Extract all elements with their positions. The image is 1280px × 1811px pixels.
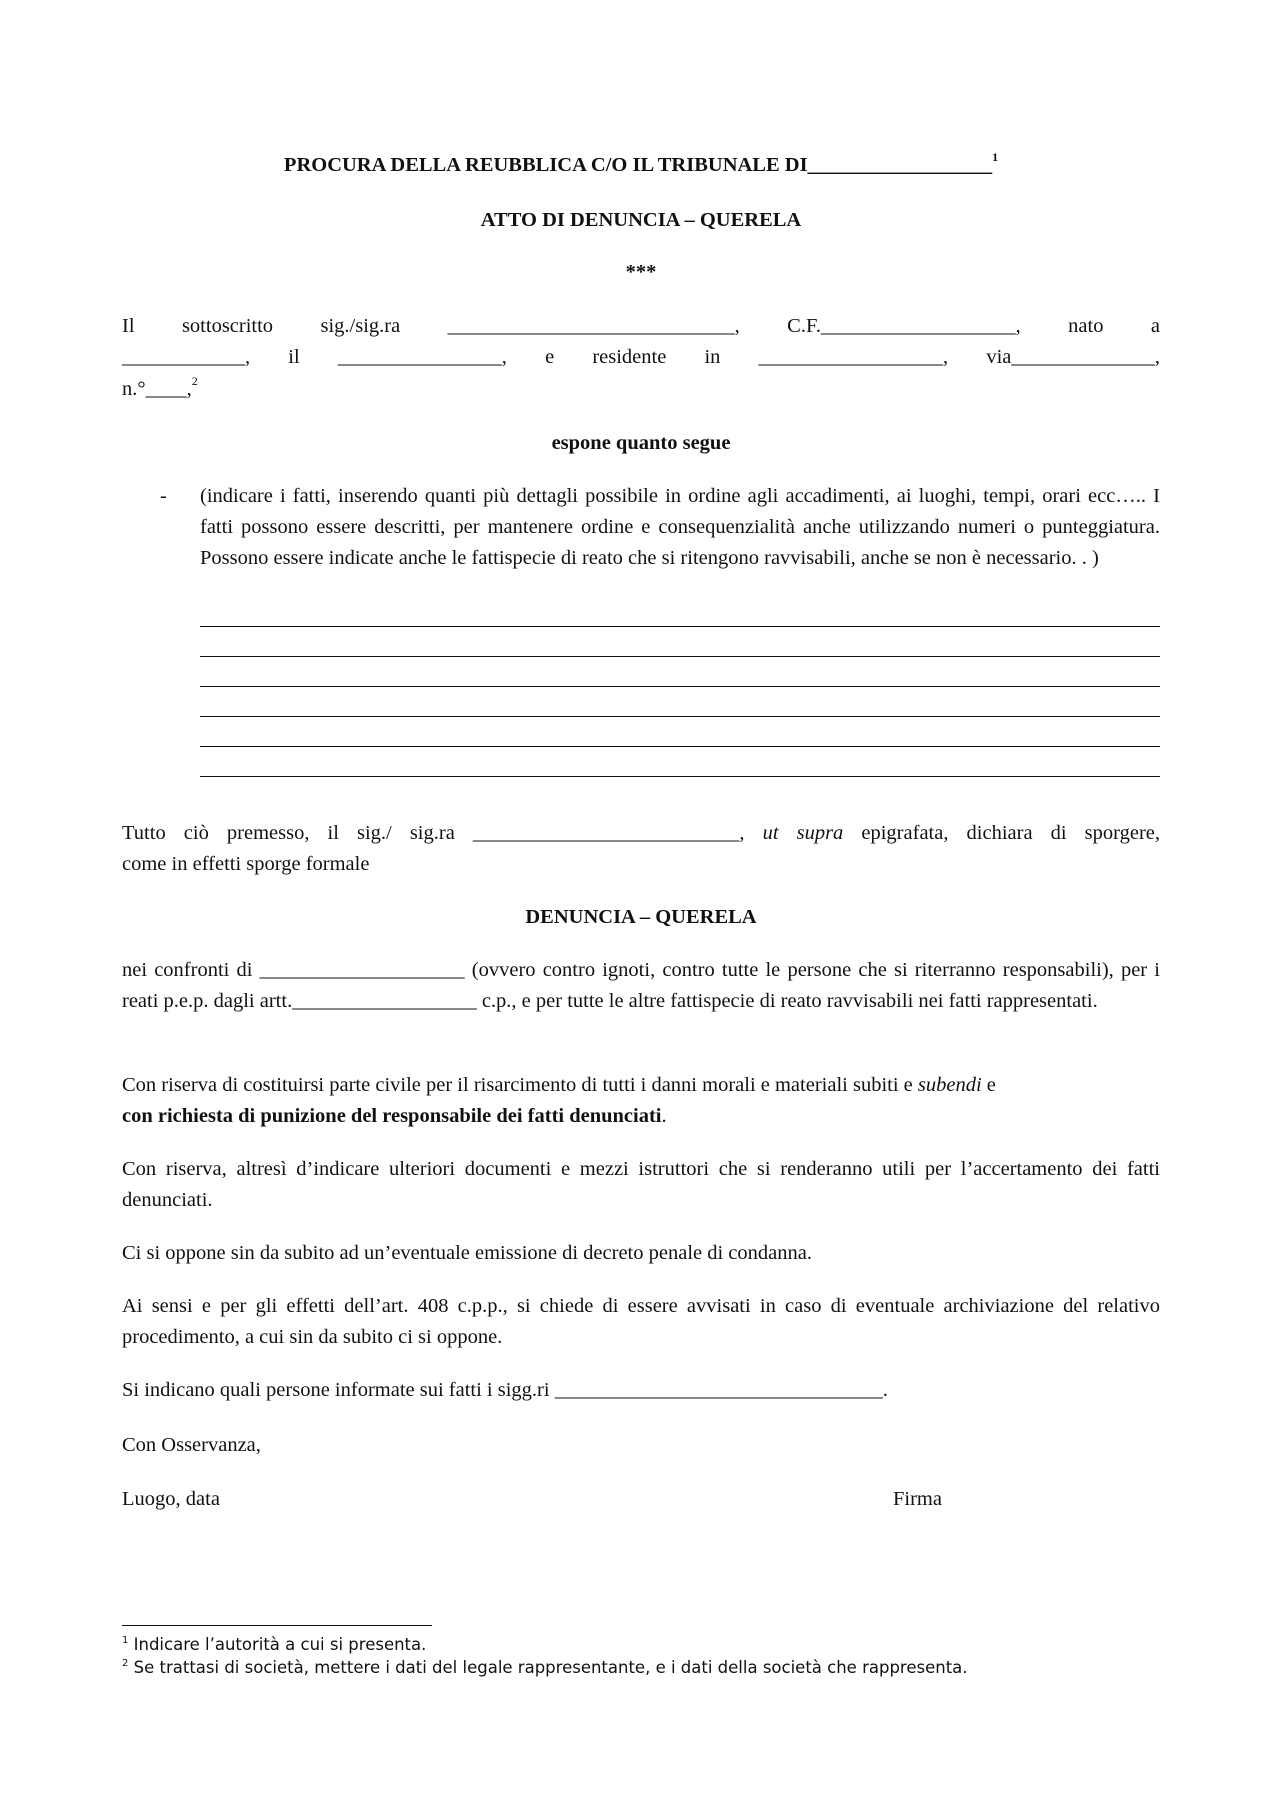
fill-line [200,657,1160,687]
header-title-text: PROCURA DELLA REUBBLICA C/O IL TRIBUNALE DI [283,154,808,176]
premise-line-1 [122,818,1160,849]
footnote-divider [122,1625,432,1626]
civil-reserve-conj: e [981,1074,996,1096]
civil-reserve-text: Con riserva di costituirsi parte civile per il risarcimento di tutti i danni morali e materiali subiti e [122,1074,918,1096]
footnote-1-number: 1 [122,1635,129,1646]
document-header-title [122,150,1160,181]
civil-reserve-italic: subendi [917,1074,982,1096]
facts-instructions [200,481,1160,574]
art408-paragraph: Ai sensi e per gli effetti dell’art. 408 c.p.p., si chiede di essere avvisati in caso di eventuale archiviazione del relativo procedimento, a cui sin da subito ci si oppone. [122,1295,1160,1348]
footnote-ref-2: 2 [191,374,198,388]
place-date-label: Luogo, data [122,1488,220,1510]
footnote-2-number: 2 [122,1658,129,1669]
identity-line-3-text: n.°____, [122,378,192,400]
witnesses-paragraph: Si indicano quali persone informate sui fatti i sigg.ri ________________________________. [122,1379,888,1401]
civil-reserve-paragraph [122,1070,1160,1132]
fill-line [200,687,1160,717]
premise-line-2: come in effetti sporge formale [122,853,370,875]
identity-line-2: ____________, il ________________, e residente in __________________, via______________, [122,346,1160,368]
against-paragraph: nei confronti di ____________________ (ovvero contro ignoti, contro tutte le persone che si riterranno responsabili), per i reati p.e.p. dagli artt.__________________ c.p., e per tutte le altre fattispecie di reato ravvisabili nei fatti rappresentati. [122,959,1160,1012]
document-subtitle: ATTO DI DENUNCIA – QUERELA [480,209,802,231]
separator-asterisks: *** [625,261,657,283]
premise-after: epigrafata, dichiara di sporgere, [843,822,1160,844]
footnote-2 [122,1657,968,1679]
signature-label: Firma [893,1488,942,1510]
punishment-request: con richiesta di punizione del responsabile dei fatti denunciati [122,1105,662,1127]
fill-line [200,597,1160,627]
footnote-ref-1: 1 [992,150,999,164]
premise-italic: ut supra [762,822,844,844]
identity-line-3 [122,374,1160,405]
fill-line [200,627,1160,657]
header-title-blank: __________________ [807,154,993,176]
fill-line [200,747,1160,777]
expose-heading: espone quanto segue [551,432,731,454]
footnote-2-text: Se trattasi di società, mettere i dati del legale rappresentante, e i dati della società che rappresenta. [133,1658,968,1677]
facts-instructions-text: (indicare i fatti, inserendo quanti più dettagli possibile in ordine agli accadimenti, ai luoghi, tempi, orari ecc….. I fatti possono essere descritti, per mantenere ordine e consequenzialità anche utilizzando numeri o punteggiatura. Possono essere indicate anche le fattispecie di reato che si ritengono ravvisabili, anche se non è necessario. . ) [200,485,1160,569]
civil-reserve-end: . [661,1105,667,1127]
decree-opposition-paragraph: Ci si oppone sin da subito ad un’eventuale emissione di decreto penale di condanna. [122,1242,812,1264]
premise-before: Tutto ciò premesso, il sig./ sig.ra __________________________, [122,822,763,844]
footnote-1 [122,1634,426,1656]
bullet-dash: - [160,485,167,507]
documents-reserve-paragraph: Con riserva, altresì d’indicare ulteriori documenti e mezzi istruttori che si renderanno utili per l’accertamento dei fatti denunciati. [122,1158,1160,1211]
closing-salutation: Con Osservanza, [122,1434,261,1456]
facts-fill-lines [200,597,1160,777]
footnote-1-text: Indicare l’autorità a cui si presenta. [133,1635,427,1654]
identity-line-1: Il sottoscritto sig./sig.ra ____________________________, C.F.___________________, nato a [122,315,1160,337]
complaint-heading: DENUNCIA – QUERELA [525,906,757,928]
fill-line [200,717,1160,747]
